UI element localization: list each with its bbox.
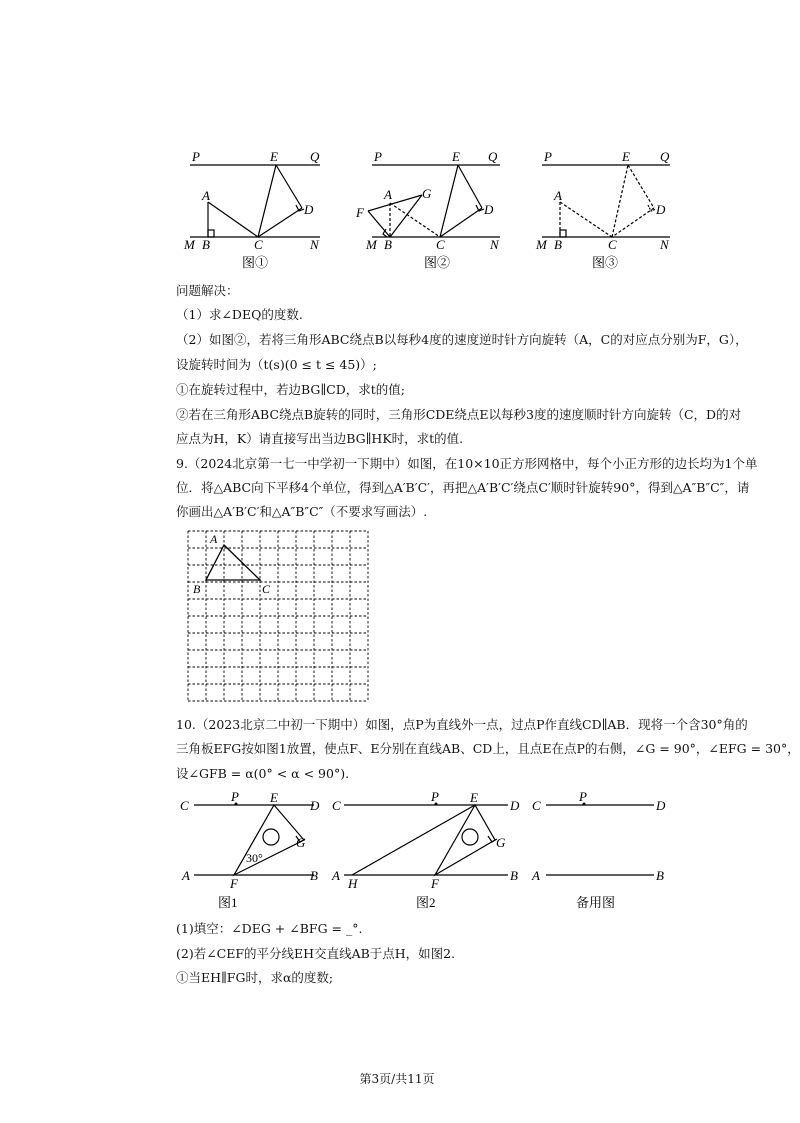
svg-text:G: G (496, 835, 506, 850)
svg-text:P: P (231, 789, 239, 804)
svg-text:D: D (484, 202, 494, 217)
svg-text:M: M (536, 237, 547, 252)
svg-text:B: B (384, 237, 392, 252)
top-figure-3 (532, 145, 682, 270)
text-q10-cont1: 三角板EFG按如图1放置，使点F、E分别在直线AB、CD上，且点E在点P的右侧，∠G = 90°，∠EFG = 30°， (176, 741, 800, 756)
caption: 备用图 (576, 895, 616, 910)
text-q9-cont2: 你画出△A′B′C′和△A″B″C″（不要求写画法）. (176, 504, 428, 519)
svg-text:A: A (202, 188, 210, 203)
grid-label-b: B (193, 582, 201, 596)
svg-text:A: A (332, 868, 340, 883)
svg-text:E: E (622, 149, 630, 164)
svg-text:F: F (356, 205, 364, 220)
svg-text:C: C (532, 798, 541, 813)
text-q2: （2）如图②，若将三角形ABC绕点B以每秒4度的速度逆时针方向旋转（A，C的对应点分别为F，G）， (176, 332, 748, 347)
svg-text:C: C (608, 237, 617, 252)
bottom-figure-1 (176, 790, 326, 915)
svg-text:B: B (202, 237, 210, 252)
svg-text:C: C (332, 798, 341, 813)
text-problem-solving: 问题解决： (176, 283, 239, 298)
text-q10-cont2: 设∠GFB = α(0° < α < 90°). (176, 766, 350, 781)
angle-label: 30° (246, 851, 263, 865)
svg-text:Q: Q (488, 149, 498, 164)
grid-figure (184, 527, 374, 705)
bottom-figure-3 (530, 790, 680, 915)
svg-text:E: E (270, 790, 278, 805)
svg-text:D: D (510, 798, 520, 813)
svg-text:P: P (192, 149, 200, 164)
top-figure-2 (356, 145, 512, 270)
caption: 图① (242, 255, 269, 270)
text-q2-time: 设旋转时间为（t(s)(0 ≤ t ≤ 45)）; (176, 357, 377, 372)
text-q9: 9.（2024北京第一七一中学初一下期中）如图，在10×10正方形网格中，每个小正方形的边长均为1个单 (176, 456, 758, 471)
caption: 图1 (218, 895, 238, 910)
svg-text:A: A (554, 188, 562, 203)
svg-text:B: B (554, 237, 562, 252)
page-footer: 第3页/共11页 (359, 1072, 435, 1086)
svg-text:C: C (180, 798, 189, 813)
text-q10: 10.（2023北京二中初一下期中）如图，点P为直线外一点，过点P作直线CD∥AB．现将一个含30°角的 (176, 717, 748, 732)
svg-text:F: F (431, 876, 439, 891)
svg-text:D: D (304, 202, 314, 217)
svg-text:N: N (660, 237, 669, 252)
text-q2-part2-cont: 应点为H，K）请直接写出当边BG∥HK时，求t的值. (176, 431, 464, 446)
svg-text:P: P (374, 149, 382, 164)
svg-text:Q: Q (310, 149, 320, 164)
svg-text:N: N (490, 237, 499, 252)
text-q10-part2: (2)若∠CEF的平分线EH交直线AB于点H，如图2. (176, 946, 456, 961)
text-q9-cont1: 位．将△ABC向下平移4个单位，得到△A′B′C′，再把△A′B′C′绕点C′顺时针旋转90°，得到△A″B″C″，请 (176, 480, 750, 495)
text-q10-part1: (1)填空：∠DEG + ∠BFG = _°. (176, 921, 363, 936)
svg-text:B: B (510, 868, 518, 883)
svg-text:D: D (656, 798, 666, 813)
svg-text:E: E (270, 149, 278, 164)
caption: 图③ (592, 255, 619, 270)
svg-text:B: B (310, 868, 318, 883)
svg-text:D: D (656, 202, 666, 217)
svg-text:P: P (431, 789, 439, 804)
svg-text:H: H (348, 876, 358, 891)
caption: 图② (424, 255, 451, 270)
bottom-figure-2 (330, 790, 525, 915)
svg-text:C: C (254, 237, 263, 252)
caption: 图2 (416, 895, 436, 910)
svg-text:M: M (366, 237, 377, 252)
svg-text:D: D (310, 798, 320, 813)
svg-text:F: F (230, 876, 238, 891)
svg-text:E: E (452, 149, 460, 164)
svg-text:C: C (436, 237, 445, 252)
text-q1: （1）求∠DEQ的度数. (176, 307, 303, 322)
svg-text:Q: Q (660, 149, 670, 164)
svg-text:A: A (532, 868, 540, 883)
top-figure-1 (180, 145, 330, 270)
grid-label-a: A (210, 532, 218, 546)
svg-text:B: B (656, 868, 664, 883)
svg-text:E: E (470, 790, 478, 805)
svg-text:A: A (182, 868, 190, 883)
svg-text:N: N (310, 237, 319, 252)
svg-text:P: P (544, 149, 552, 164)
svg-text:M: M (184, 237, 195, 252)
text-q10-part2-sub1: ①当EH∥FG时，求α的度数; (176, 970, 334, 985)
svg-text:G: G (296, 835, 306, 850)
text-q2-part1: ①在旋转过程中，若边BG∥CD，求t的值; (176, 382, 405, 397)
text-q2-part2: ②若在三角形ABC绕点B旋转的同时，三角形CDE绕点E以每秒3度的速度顺时针方向旋转（C，D的对 (176, 407, 742, 422)
svg-text:G: G (422, 186, 432, 201)
svg-text:A: A (384, 187, 392, 202)
grid-label-c: C (262, 582, 271, 596)
svg-text:P: P (579, 789, 587, 804)
